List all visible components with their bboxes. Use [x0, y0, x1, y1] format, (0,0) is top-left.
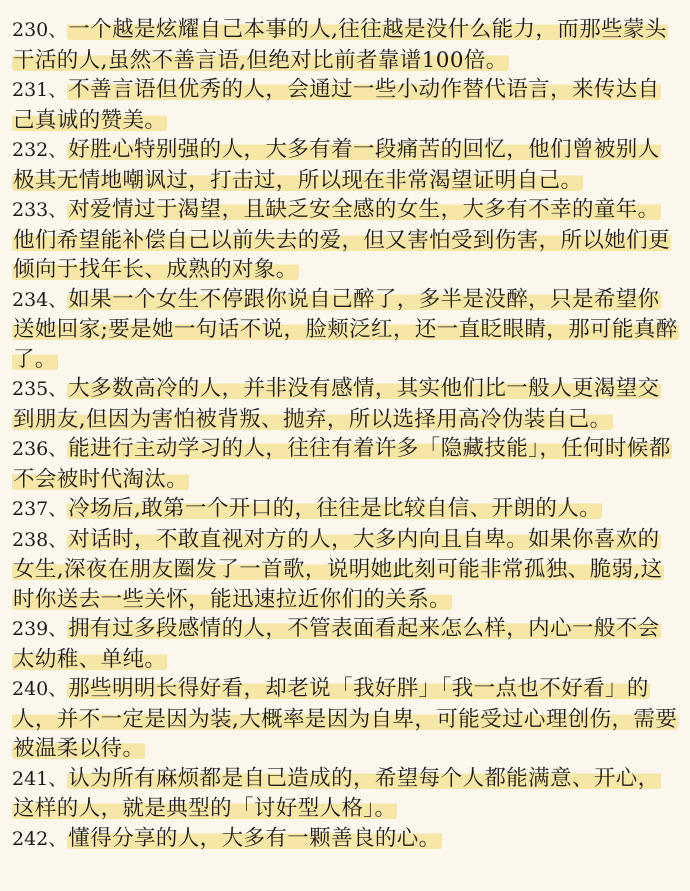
- entry-text: 能进行主动学习的人，往往有着许多「隐藏技能」，任何时候都不会被时代淘汰。: [13, 436, 671, 492]
- entry-236: [12, 434, 680, 494]
- entry-number: 237、: [12, 498, 68, 520]
- entry-number: 241、: [12, 767, 68, 790]
- entry-number: 238、: [12, 528, 68, 551]
- entry-235: [12, 374, 680, 434]
- entry-239: [12, 614, 680, 674]
- entry-number: 231、: [12, 79, 68, 101]
- entry-number: 232、: [12, 139, 68, 161]
- entry-text: 认为所有麻烦都是自己造成的，希望每个人都能满意、开心，这样的人，就是典型的「讨好型人格」。: [13, 765, 660, 821]
- entry-241: [12, 764, 680, 824]
- entry-text: 好胜心特别强的人，大多有着一段痛苦的回忆，他们曾被别人极其无情地嘲讽过，打击过，所以现在非常渴望证明自己。: [13, 137, 660, 193]
- entry-text: 如果一个女生不停跟你说自己醉了，多半是没醉，只是希望你送她回家;要是她一句话不说，脸颊泛红，还一直眨眼睛，那可能真醉了。: [13, 286, 678, 372]
- entry-242: [12, 824, 680, 855]
- entry-text: 大多数高冷的人，并非没有感情，其实他们比一般人更渴望交到朋友,但因为害怕被背叛、抛弃，所以选择用高冷伪装自己。: [13, 376, 660, 432]
- entry-number: 230、: [12, 19, 68, 41]
- entry-237: [12, 494, 680, 525]
- entry-text: 拥有过多段感情的人，不管表面看起来怎么样，内心一般不会太幼稚、单纯。: [13, 616, 660, 672]
- entry-text: 不善言语但优秀的人，会通过一些小动作替代语言，来传达自己真诚的赞美。: [13, 77, 660, 133]
- entry-240: [12, 674, 680, 764]
- entry-233: [12, 195, 680, 285]
- entry-number: 236、: [12, 438, 68, 460]
- entry-number: 239、: [12, 618, 68, 640]
- entry-text: 那些明明长得好看，却老说「我好胖」「我一点也不好看」的人，并不一定是因为装,大概率是因为自卑，可能受过心理创伤，需要被温柔以待。: [13, 676, 678, 761]
- entry-number: 240、: [12, 678, 68, 700]
- entry-230: [12, 15, 680, 75]
- entry-text: 对话时，不敢直视对方的人，大多内向且自卑。如果你喜欢的女生,深夜在朋友圈发了一首歌，说明她此刻可能非常孤独、脆弱,这时你送去一些关怀，能迅速拉近你们的关系。: [13, 526, 663, 612]
- entry-text: 一个越是炫耀自己本事的人,往往越是没什么能力，而那些蒙头干活的人,虽然不善言语,但绝对比前者靠谱100倍。: [13, 17, 667, 73]
- entry-231: [12, 75, 680, 135]
- entry-text: 懂得分享的人，大多有一颗善良的心。: [68, 825, 441, 851]
- entry-number: 242、: [12, 827, 68, 850]
- entry-number: 233、: [12, 199, 68, 221]
- entry-238: [12, 525, 680, 615]
- entry-text: 对爱情过于渴望，且缺乏安全感的女生，大多有不幸的童年。他们希望能补偿自己以前失去的爱，但又害怕受到伤害，所以她们更倾向于找年长、成熟的对象。: [13, 197, 671, 282]
- entry-234: [12, 285, 680, 375]
- entry-number: 234、: [12, 288, 68, 311]
- entry-number: 235、: [12, 378, 68, 400]
- entry-232: [12, 135, 680, 195]
- entry-text: 冷场后,敢第一个开口的，往往是比较自信、开朗的人。: [68, 496, 602, 521]
